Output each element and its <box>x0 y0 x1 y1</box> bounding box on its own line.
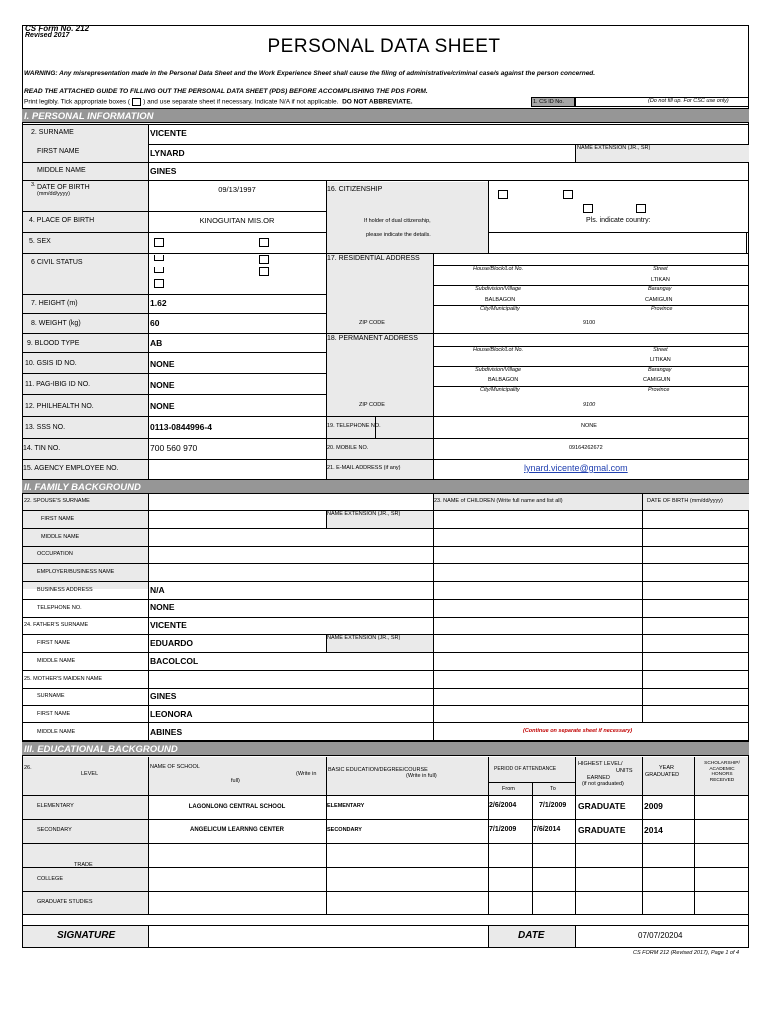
philhealth-label: 12. PHILHEALTH NO. <box>25 403 94 410</box>
mother-maiden-label: 25. MOTHER'S MAIDEN NAME <box>24 676 103 682</box>
sex-male-checkbox[interactable] <box>154 238 164 247</box>
middle-name-label: MIDDLE NAME <box>37 167 86 174</box>
employer-label: EMPLOYER/BUSINESS NAME <box>37 569 115 575</box>
period-header: PERIOD OF ATTENDANCE <box>494 766 557 772</box>
perm-zip-label: ZIP CODE <box>359 402 385 408</box>
mother-first-name-value[interactable]: LEONORA <box>150 709 193 719</box>
elementary-level: ELEMENTARY <box>37 803 74 809</box>
height-value[interactable]: 1.62 <box>150 298 167 308</box>
civil-widowed-checkbox[interactable] <box>154 267 164 273</box>
father-first-name-value[interactable]: EDUARDO <box>150 638 193 648</box>
res-zip-label: ZIP CODE <box>359 320 385 326</box>
elementary-degree[interactable]: ELEMENTARY <box>327 803 365 809</box>
pagibig-label: 11. PAG-IBIG ID NO. <box>25 381 91 388</box>
spouse-telephone-label: TELEPHONE NO. <box>37 605 82 611</box>
tin-value[interactable]: 700 560 970 <box>150 443 198 453</box>
country-field[interactable] <box>489 233 745 252</box>
dual-citizenship-checkbox[interactable] <box>563 190 573 199</box>
section-family-background: II. FAMILY BACKGROUND <box>22 479 749 494</box>
instructions: Print legibly. Tick appropriate boxes ( ) and use separate sheet if necessary. Indicate N/A if not applicable. DO NOT ABBREVIATE. <box>24 98 413 106</box>
perm-city-value[interactable]: BALBAGON <box>488 377 519 383</box>
secondary-level: SECONDARY <box>37 827 72 833</box>
dob-label: DATE OF BIRTH <box>37 184 90 191</box>
dob-format: (mm/dd/yyyy) <box>37 191 70 197</box>
spouse-name-extension-label: NAME EXTENSION (JR., SR) <box>327 511 401 517</box>
mother-middle-name-label: MIDDLE NAME <box>37 729 76 735</box>
civil-status-label: 6 CIVIL STATUS <box>31 259 83 266</box>
business-address-value[interactable]: N/A <box>150 585 165 595</box>
res-province-label: Province <box>651 306 673 312</box>
weight-label: 8. WEIGHT (kg) <box>31 320 81 327</box>
mother-middle-name-value[interactable]: ABINES <box>150 727 183 737</box>
perm-province-value[interactable]: CAMIGUIN <box>643 377 671 383</box>
section-personal-information: I. PERSONAL INFORMATION <box>22 108 749 123</box>
cs-id-label: 1. CS ID No. <box>531 97 575 107</box>
section-educational-background: III. EDUCATIONAL BACKGROUND <box>22 741 749 756</box>
telephone-label: 19. TELEPHONE NO. <box>327 423 381 429</box>
gsis-value[interactable]: NONE <box>150 359 175 369</box>
email-label: 21. E-MAIL ADDRESS (if any) <box>327 465 401 471</box>
honors-header: SCHOLARSHIP/ ACADEMIC HONORS RECEIVED <box>704 761 740 783</box>
children-label: 23. NAME of CHILDREN (Write full name and list all) <box>434 498 563 504</box>
signature-label: SIGNATURE <box>57 930 116 941</box>
dob-value[interactable]: 09/13/1997 <box>218 185 256 194</box>
elementary-from[interactable]: 2/6/2004 <box>489 802 517 809</box>
res-city-value[interactable]: BALBAGON <box>485 297 516 303</box>
pagibig-value[interactable]: NONE <box>150 380 175 390</box>
res-house-label: House/Block/Lot No. <box>473 266 524 272</box>
elementary-year[interactable]: 2009 <box>644 801 663 811</box>
filipino-checkbox[interactable] <box>498 190 508 199</box>
secondary-degree[interactable]: SECONDARY <box>327 827 362 833</box>
perm-street-label: Street <box>653 347 668 353</box>
date-value[interactable]: 07/07/20204 <box>638 931 683 940</box>
first-name-label: FIRST NAME <box>37 148 80 155</box>
guide-text: READ THE ATTACHED GUIDE TO FILLING OUT THE PERSONAL DATA SHEET (PDS) BEFORE ACCOMPLISHING THE PDS FORM. <box>24 88 428 95</box>
res-province-value[interactable]: CAMIGUIN <box>645 297 673 303</box>
agency-employee-label: 15. AGENCY EMPLOYEE NO. <box>23 465 119 472</box>
cs-id-note: (Do not fill up. For CSC use only) <box>648 98 729 104</box>
mother-surname-value[interactable]: GINES <box>150 691 177 701</box>
school-header: NAME OF SCHOOL <box>150 764 200 770</box>
continue-note: (Continue on separate sheet if necessary) <box>523 728 633 734</box>
name-extension-label: NAME EXTENSION (JR., SR) <box>577 145 651 151</box>
page-note: CS FORM 212 (Revised 2017), Page 1 of 4 <box>633 950 740 956</box>
middle-name-value[interactable]: GINES <box>150 166 177 176</box>
secondary-from[interactable]: 7/1/2009 <box>489 826 517 833</box>
res-zip-value[interactable]: 9100 <box>583 320 596 326</box>
sex-label: 5. SEX <box>29 238 51 245</box>
blood-type-value[interactable]: AB <box>150 338 163 348</box>
graduate-studies-level: GRADUATE STUDIES <box>37 899 93 905</box>
perm-city-label: City/Municipality <box>480 387 520 393</box>
level-header: LEVEL <box>81 771 99 777</box>
res-city-label: City/Municipality <box>480 306 520 312</box>
civil-separated-checkbox[interactable] <box>259 267 269 276</box>
citizenship-label: 16. CITIZENSHIP <box>327 186 383 193</box>
child-dob-label: DATE OF BIRTH (mm/dd/yyyy) <box>647 498 723 504</box>
secondary-highest[interactable]: GRADUATE <box>578 825 626 835</box>
spouse-middle-name-label: MIDDLE NAME <box>41 534 80 540</box>
secondary-to[interactable]: 7/6/2014 <box>533 826 561 833</box>
mobile-label: 20. MOBILE NO. <box>327 445 369 451</box>
height-label: 7. HEIGHT (m) <box>31 300 78 307</box>
perm-zip-value[interactable]: 9100 <box>583 402 596 408</box>
elementary-school[interactable]: LAGONLONG CENTRAL SCHOOL <box>188 804 286 810</box>
telephone-value[interactable]: NONE <box>581 423 597 429</box>
tin-label: 14. TIN NO. <box>23 445 61 452</box>
father-name-extension-label: NAME EXTENSION (JR., SR) <box>327 635 401 641</box>
surname-label: 2. SURNAME <box>31 129 74 136</box>
res-subdivision-label: Subdivision/Village <box>475 286 522 292</box>
mobile-value[interactable]: 09164262672 <box>569 445 603 451</box>
perm-subdivision-label: Subdivision/Village <box>475 367 522 373</box>
res-barangay-label: Barangay <box>648 286 672 292</box>
res-street-label: Street <box>653 266 668 272</box>
civil-single-checkbox[interactable] <box>154 255 164 261</box>
perm-house-label: House/Block/Lot No. <box>473 347 524 353</box>
elementary-highest[interactable]: GRADUATE <box>578 801 626 811</box>
permanent-address-label: 18. PERMANENT ADDRESS <box>327 335 418 342</box>
perm-province-label: Province <box>648 387 670 393</box>
sss-label: 13. SSS NO. <box>25 424 66 431</box>
surname-value[interactable]: VICENTE <box>150 128 187 138</box>
dual-citizenship-note: If holder of dual citizenship, <box>364 218 431 224</box>
signature-field[interactable] <box>149 926 487 947</box>
father-middle-name-value[interactable]: BACOLCOL <box>150 656 199 666</box>
residential-address-label: 17. RESIDENTIAL ADDRESS <box>327 255 420 262</box>
elementary-to[interactable]: 7/1/2009 <box>539 802 567 809</box>
date-label: DATE <box>518 930 545 941</box>
mother-first-name-label: FIRST NAME <box>37 711 71 717</box>
spouse-surname-label: 22. SPOUSE'S SURNAME <box>24 498 90 504</box>
highest-level-header: HIGHEST LEVEL/ <box>578 761 623 767</box>
by-birth-checkbox[interactable] <box>583 204 593 213</box>
to-header: To <box>550 786 556 792</box>
dual-citizenship-note-2: please indicate the details. <box>366 232 431 238</box>
sss-value[interactable]: 0113-0844996-4 <box>150 422 212 432</box>
occupation-label: OCCUPATION <box>37 551 73 557</box>
education-num: 26. <box>24 765 32 771</box>
civil-married-checkbox[interactable] <box>259 255 269 264</box>
spouse-first-name-label: FIRST NAME <box>41 516 75 522</box>
form-number: CS Form No. 212 <box>25 24 90 33</box>
place-of-birth-label: 4. PLACE OF BIRTH <box>29 217 95 224</box>
form-revision: Revised 2017 <box>25 32 70 39</box>
civil-other-checkbox[interactable] <box>154 279 164 288</box>
mother-surname-label: SURNAME <box>37 693 65 699</box>
college-level: COLLEGE <box>37 876 63 882</box>
secondary-school[interactable]: ANGELICUM LEARNNG CENTER <box>190 827 284 833</box>
from-header: From <box>502 786 515 792</box>
sex-female-checkbox[interactable] <box>259 238 269 247</box>
place-of-birth-value[interactable]: KINOGUITAN MIS.OR <box>199 216 275 225</box>
secondary-year[interactable]: 2014 <box>644 825 663 835</box>
by-naturalization-checkbox[interactable] <box>636 204 646 213</box>
weight-value[interactable]: 60 <box>150 318 160 328</box>
email-link[interactable]: lynard.vicente@gmal.com <box>524 463 628 473</box>
degree-header: BASIC EDUCATION/DEGREE/COURSE <box>328 767 428 773</box>
spouse-telephone-value[interactable]: NONE <box>150 602 175 612</box>
gsis-label: 10. GSIS ID NO. <box>25 360 77 367</box>
country-note: Pls. indicate country: <box>586 217 651 224</box>
philhealth-value[interactable]: NONE <box>150 401 175 411</box>
perm-barangay-value[interactable]: LITIKAN <box>650 357 671 363</box>
father-surname-value[interactable]: VICENTE <box>150 620 187 630</box>
warning-text: WARNING: Any misrepresentation made in the Personal Data Sheet and the Work Experience Sheet shall cause the filing of administrative/criminal case/s against the person concerned. <box>24 70 596 77</box>
trade-level: TRADE <box>74 862 93 867</box>
first-name-value[interactable]: LYNARD <box>150 148 185 158</box>
page-title: PERSONAL DATA SHEET <box>267 36 501 57</box>
year-graduated-header: YEAR <box>659 765 674 771</box>
father-middle-name-label: MIDDLE NAME <box>37 658 76 664</box>
res-barangay-value[interactable]: LTIKAN <box>651 277 670 283</box>
father-surname-label: 24. FATHER'S SURNAME <box>24 622 89 628</box>
perm-barangay-label: Barangay <box>648 367 672 373</box>
blood-type-label: 9. BLOOD TYPE <box>27 340 80 347</box>
business-address-label: BUSINESS ADDRESS <box>37 587 93 593</box>
father-first-name-label: FIRST NAME <box>37 640 71 646</box>
